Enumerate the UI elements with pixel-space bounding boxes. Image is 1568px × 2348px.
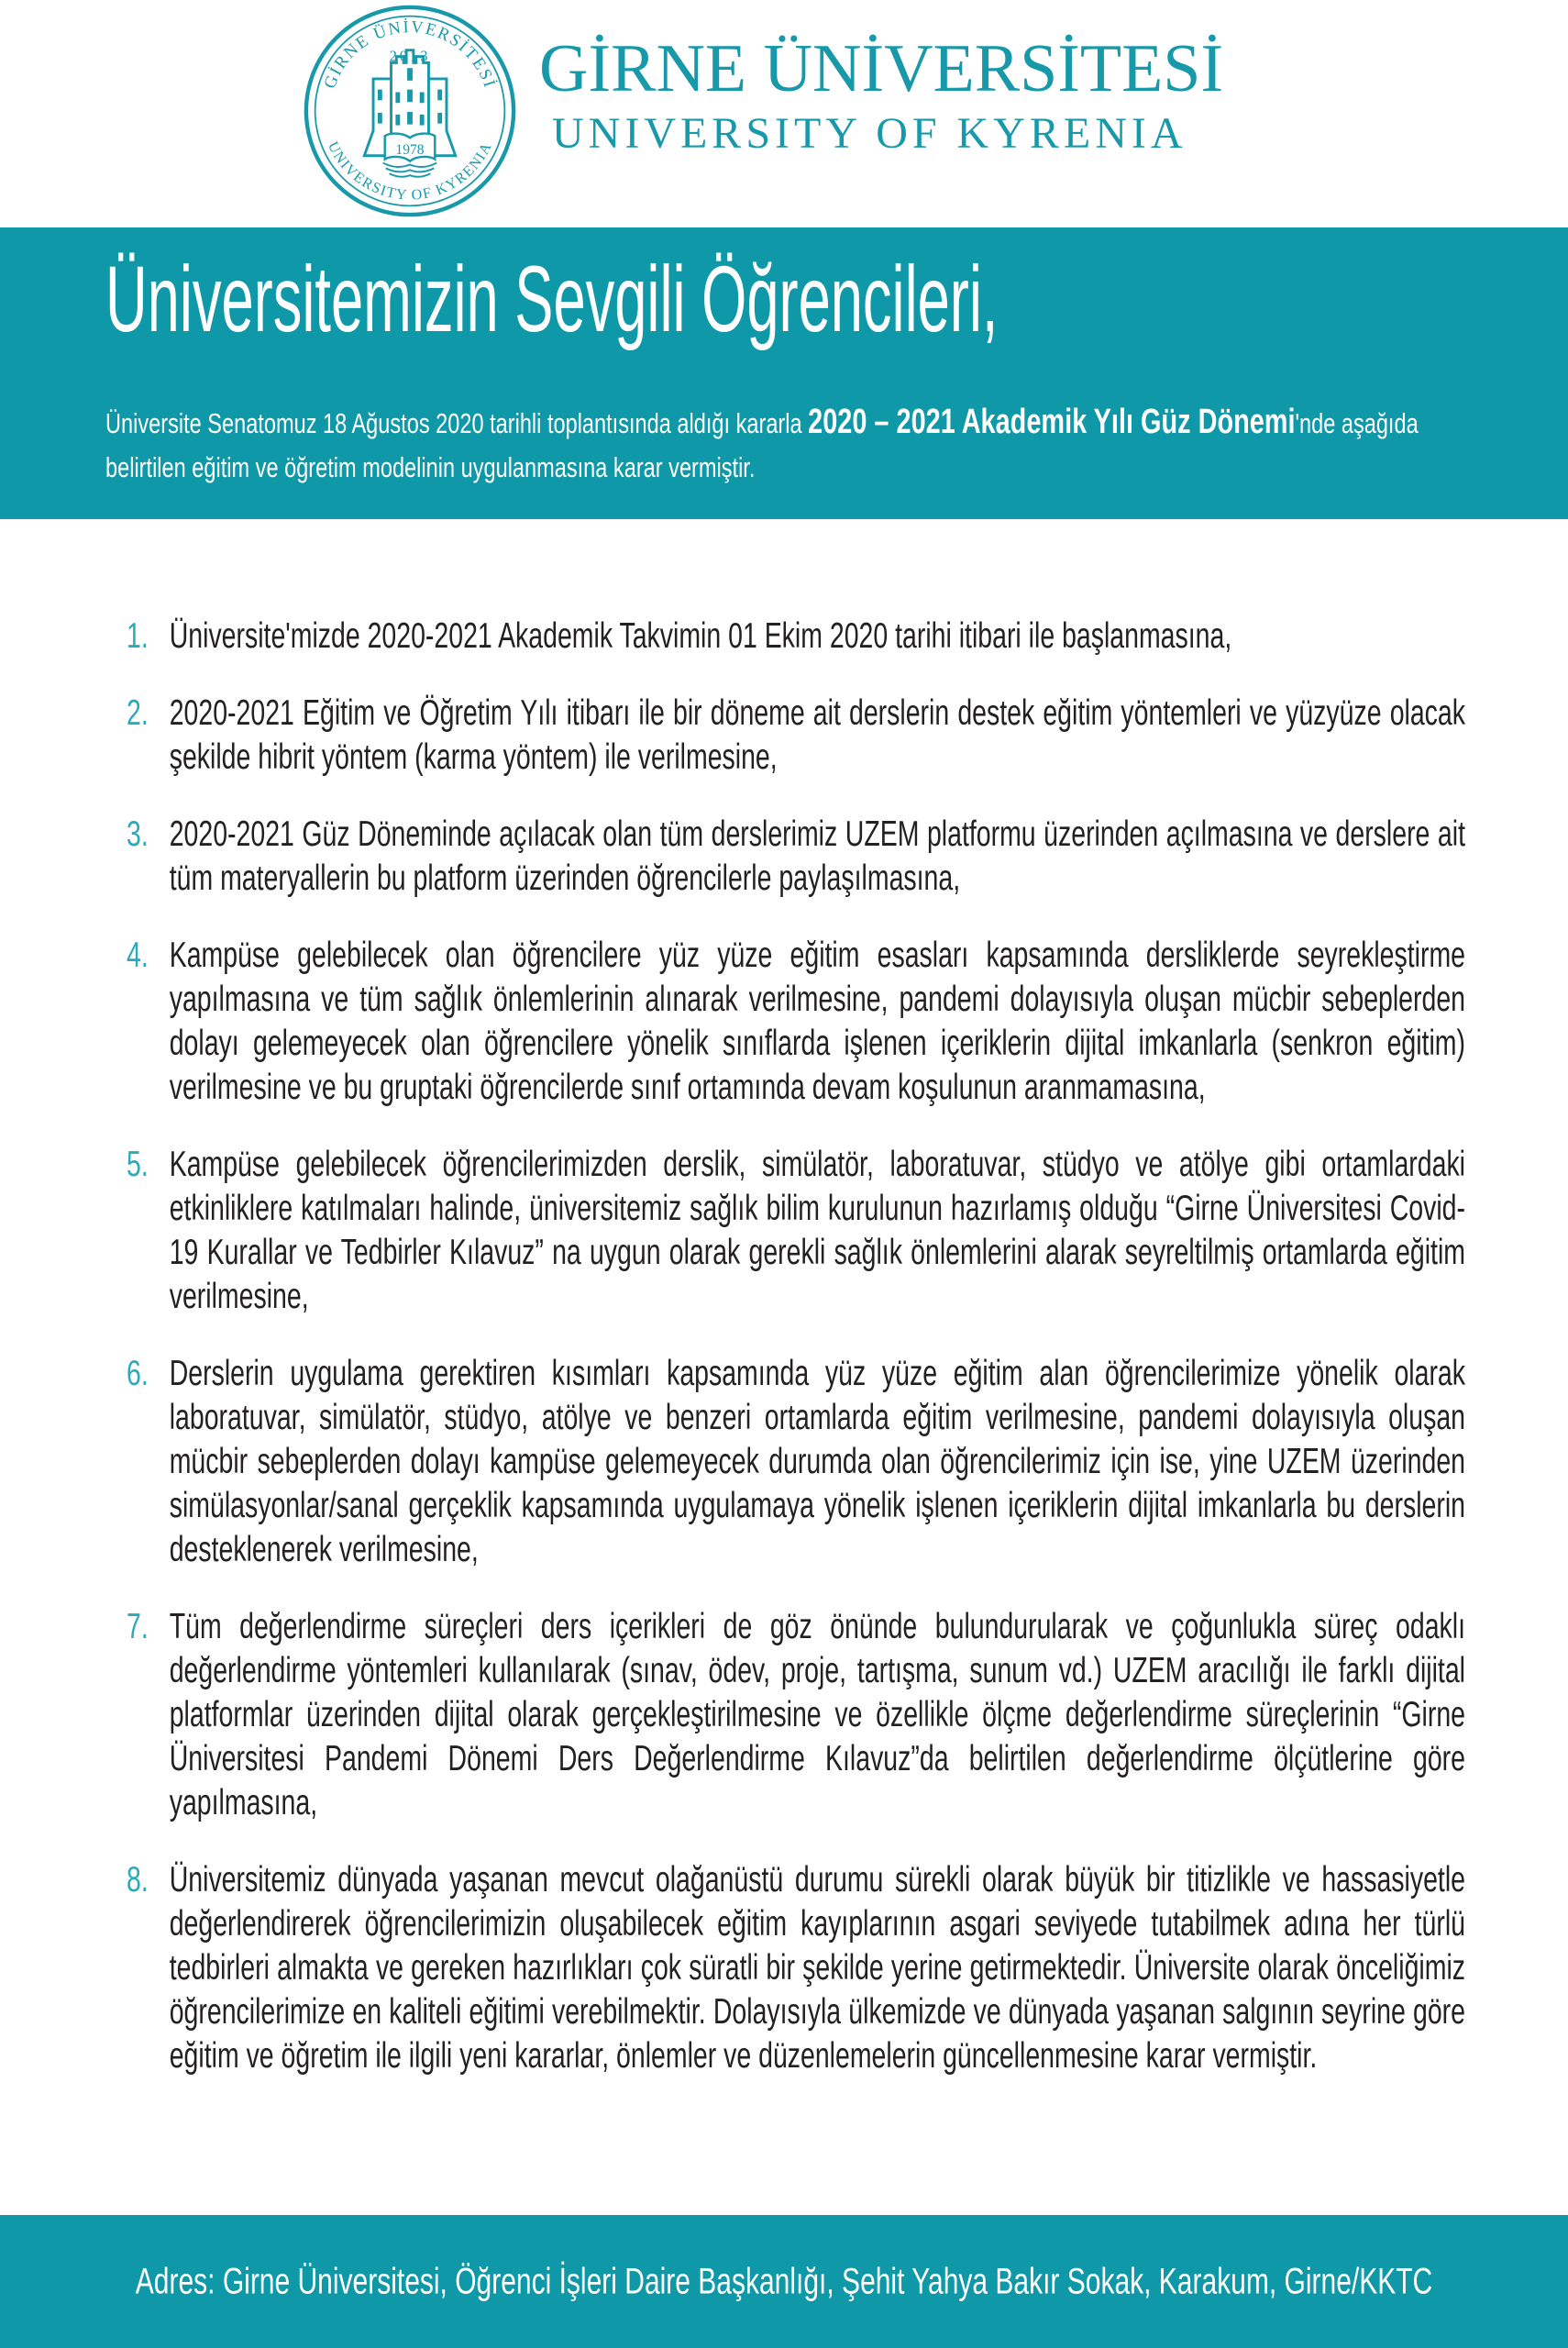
decision-number: 8. <box>127 1860 149 1899</box>
decision-number: 4. <box>127 936 149 975</box>
decision-text: 2020-2021 Eğitim ve Öğretim Yılı itibarı ile bir döneme ait derslerin destek eğitim yöntemleri ve yüzyüze olacak şekilde hibrit yöntem (karma yöntem) ile verilmesine, <box>169 693 1466 777</box>
decision-text: Üniversitemiz dünyada yaşanan mevcut olağanüstü durumu sürekli olarak büyük bir titizlikle ve hassasiyetle değerlendirerek öğrencilerimizin oluşabilecek eğitim kayıplarının asgari seviyede tutabilmek adına her türlü tedbirleri almakta ve gereken hazırlıkları çok süratli bir şekilde yerine getirmektedir. Üniversite olarak önceliğimiz öğrencilerimize en kaliteli eğitimi verebilmektir. Dolayısıyla ülkemizde ve dünyada yaşanan salgının seyrine göre eğitim ve öğretim ile ilgili yeni kararlar, önlemler ve düzenlemelerin güncellenmesine karar vermiştir. <box>169 1860 1466 2076</box>
footer-band <box>0 2215 1568 2348</box>
decision-number: 6. <box>127 1354 149 1393</box>
decision-item-8 <box>127 1858 1465 2078</box>
decision-text: Kampüse gelebilecek öğrencilerimizden derslik, simülatör, laboratuvar, stüdyo ve atölye gibi ortamlardaki etkinliklere katılmaları halinde, üniversitemiz sağlık bilim kurulunun hazırlamış olduğu “Girne Üniversitesi Covid-19 Kurallar ve Tedbirler Kılavuz” na uygun olarak gerekli sağlık önlemlerini alarak seyreltilmiş ortamlarda eğitim verilmesine, <box>169 1145 1466 1316</box>
seal-top-text: GİRNE ÜNİVERSİTESİ <box>320 17 500 92</box>
decision-text: Tüm değerlendirme süreçleri ders içerikleri de göz önünde bulundurularak ve çoğunlukla süreç odaklı değerlendirme yöntemleri kullanılarak (sınav, ödev, proje, tartışma, sunum vd.) UZEM aracılığı ile farklı dijital platformlar üzerinden dijital olarak gerçekleştirilmesine ve özellikle ölçme değerlendirme süreçlerinin “Girne Üniversitesi Pandemi Dönemi Ders Değerlendirme Kılavuz”da belirtilen değerlendirme ölçütlerine göre yapılmasına, <box>169 1607 1466 1822</box>
decision-item-5 <box>127 1143 1465 1319</box>
page-title: Üniversitemizin Sevgili Öğrencileri, <box>105 247 999 351</box>
decision-item-6 <box>127 1352 1465 1572</box>
seal-outer-ring <box>306 7 513 215</box>
decision-number: 1. <box>127 616 149 656</box>
decision-item-3 <box>127 813 1465 901</box>
decision-number: 7. <box>127 1607 149 1646</box>
intro-suffix: 'nde aşağıda belirtilen eğitim ve öğretim modelinin uygulanmasına karar vermiştir. <box>105 407 1419 483</box>
intro-prefix: Üniversite Senatomuz 18 Ağustos 2020 tarihli toplantısında aldığı kararla <box>105 407 809 439</box>
university-wordmark <box>539 33 1223 158</box>
seal-year-top: 2013 <box>389 47 431 65</box>
book-icon <box>383 134 437 177</box>
header-banner <box>0 227 1568 519</box>
decision-list <box>127 615 1465 2111</box>
decision-number: 2. <box>127 693 149 733</box>
seal-bottom-text: UNIVERSITY OF KYRENIA <box>324 138 496 204</box>
decision-text: 2020-2021 Güz Döneminde açılacak olan tüm derslerimiz UZEM platformu üzerinden açılmasına ve derslere ait tüm materyallerin bu platform üzerinden öğrencilerle paylaşılmasına, <box>169 814 1466 898</box>
building-windows <box>378 68 442 125</box>
wordmark-line2: UNIVERSITY OF KYRENIA <box>552 109 1187 158</box>
intro-paragraph <box>105 400 1433 490</box>
seal-year-book: 1978 <box>395 141 425 158</box>
decision-item-1 <box>127 615 1465 659</box>
wordmark-line1: GİRNE ÜNİVERSİTESİ <box>539 31 1224 106</box>
decision-item-2 <box>127 692 1465 780</box>
decision-number: 5. <box>127 1145 149 1184</box>
address-line: Adres: Girne Üniversitesi, Öğrenci İşleri Daire Başkanlığı, Şehit Yahya Bakır Sokak, Karakum, Girne/KKTC <box>135 2261 1433 2301</box>
decision-number: 3. <box>127 814 149 854</box>
intro-bold-term: 2020 – 2021 Akademik Yılı Güz Dönemi <box>808 403 1296 441</box>
university-seal-icon <box>303 4 517 218</box>
decision-text: Üniversite'mizde 2020-2021 Akademik Takvimin 01 Ekim 2020 tarihi itibari ile başlanmasına, <box>169 616 1232 656</box>
decision-item-7 <box>127 1605 1465 1825</box>
seal-inner-ring <box>315 17 505 206</box>
decision-item-4 <box>127 934 1465 1110</box>
decision-text: Derslerin uygulama gerektiren kısımları kapsamında yüz yüze eğitim alan öğrencilerimize yönelik olarak laboratuvar, simülatör, stüdyo, atölye ve benzeri ortamlarda eğitim verilmesine, pandemi dolayısıyla oluşan mücbir sebeplerden dolayı kampüse gelemeyecek durumda olan öğrencilerimiz için ise, yine UZEM üzerinden simülasyonlar/sanal gerçeklik kapsamında uygulamaya yönelik işlenen içeriklerin dijital imkanlarla bu derslerin desteklenerek verilmesine, <box>169 1354 1466 1569</box>
decision-text: Kampüse gelebilecek olan öğrencilere yüz yüze eğitim esasları kapsamında dersliklerde seyrekleştirme yapılmasına ve tüm sağlık önlemlerinin alınarak verilmesine, pandemi dolayısıyla oluşan mücbir sebeplerden dolayı gelemeyecek olan öğrencilere yönelik sınıflarda işlenen içeriklerin dijital imkanlarla (senkron eğitim) verilmesine ve bu gruptaki öğrencilerde sınıf ortamında devam koşulunun aranmamasına, <box>169 936 1466 1107</box>
